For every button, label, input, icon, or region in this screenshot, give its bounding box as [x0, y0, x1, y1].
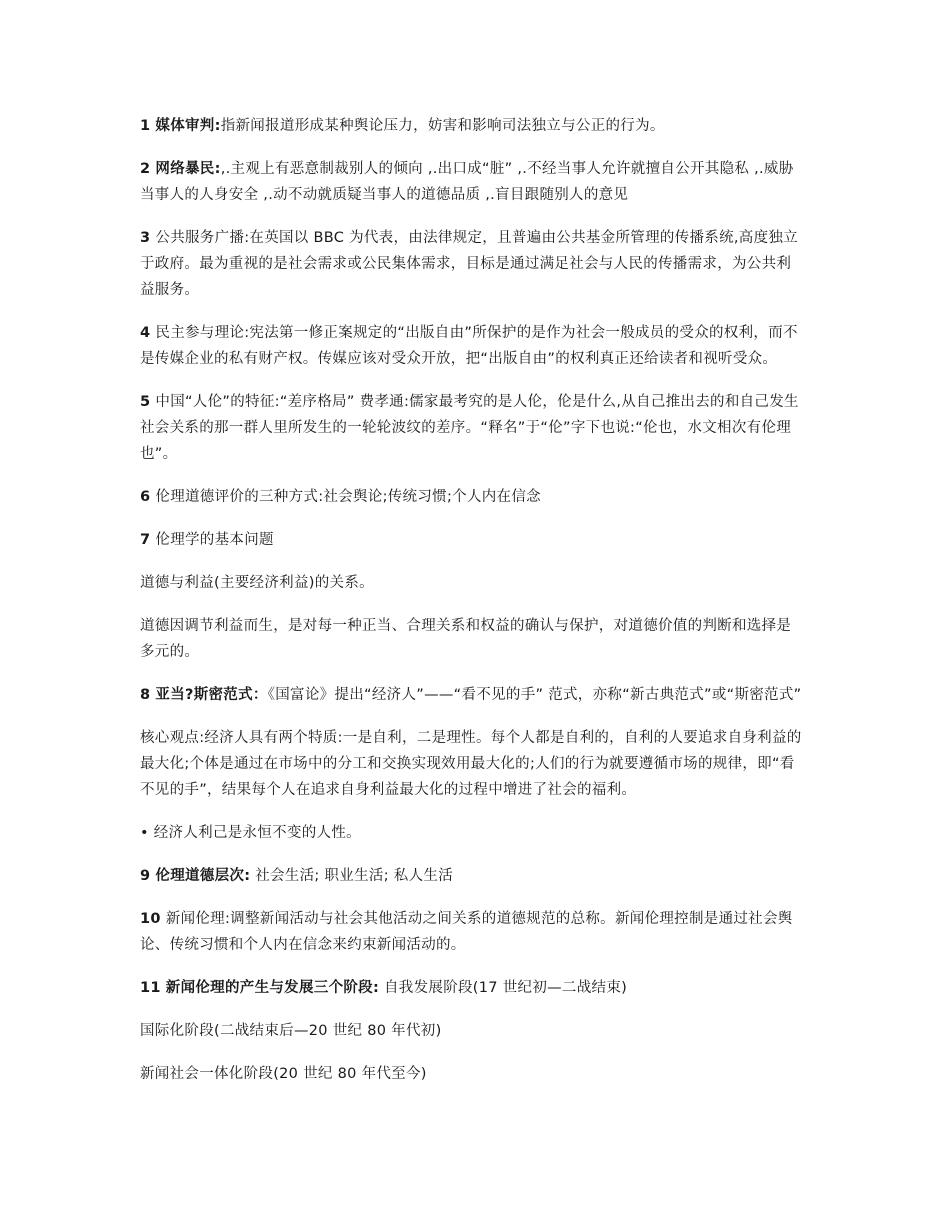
- paragraph-8: [140, 682, 802, 708]
- item-number: 2: [140, 161, 151, 177]
- paragraph-text: 社会生活; 职业生活; 私人生活: [250, 868, 453, 884]
- item-number: 10: [140, 911, 161, 927]
- item-number: 5: [140, 394, 151, 410]
- paragraph-6: [140, 484, 802, 510]
- term-label: 民主参与理论:: [155, 325, 250, 341]
- paragraph-text: 《国富论》提出“经济人”——“看不见的手” 范式，亦称“新古典范式”或“斯密范式”: [267, 687, 802, 703]
- paragraph-text: 核心观点:经济人具有两个特质:一是自利，二是理性。每个人都是自利的，自利的人要追求自身利益的最大化;个体是通过在市场中的分工和交换实现效用最大化的;人们的行为就要遵循市场的规律，即“看不见的手”，结果每个人在追求自身利益最大化的过程中增进了社会的福利。: [140, 730, 802, 798]
- item-number: 8: [140, 687, 151, 703]
- paragraph-11: [140, 975, 802, 1001]
- paragraph-text: 宪法第一修正案规定的“出版自由”所保护的是作为社会一般成员的受众的权利，而不是传媒企业的私有财产权。传媒应该对受众开放，把“出版自由”的权利真正还给读者和视听受众。: [140, 325, 798, 367]
- term-label: 网络暴民:: [155, 161, 221, 177]
- paragraph-8-sub-1: [140, 725, 802, 803]
- paragraph-text: • 经济人利己是永恒不变的人性。: [140, 825, 361, 841]
- paragraph-2: [140, 156, 802, 208]
- paragraph-11-sub-2: [140, 1061, 802, 1087]
- term-label: 伦理道德层次:: [155, 868, 251, 884]
- term-label: 中国“人伦”的特征:: [155, 394, 280, 410]
- paragraph-10: [140, 906, 802, 958]
- item-number: 6: [140, 489, 151, 505]
- paragraph-text: 道德与利益(主要经济利益)的关系。: [140, 575, 374, 591]
- paragraph-5: [140, 389, 802, 467]
- paragraph-7: [140, 527, 802, 553]
- term-label: 新闻伦理:: [165, 911, 231, 927]
- paragraph-11-sub-1: [140, 1018, 802, 1044]
- paragraph-text: “差序格局” 费孝通:儒家最考究的是人伦，伦是什么,从自己推出去的和自己发生社会关系的那一群人里所发生的一轮轮波纹的差序。“释名”于“伦”字下也说:“伦也，水文相次有伦理也”。: [140, 394, 799, 462]
- paragraph-text: 指新闻报道形成某种舆论压力，妨害和影响司法独立与公正的行为。: [220, 118, 665, 134]
- paragraph-7-sub-1: [140, 570, 802, 596]
- item-number: 1: [140, 118, 151, 134]
- term-label: 伦理学的基本问题: [155, 532, 274, 548]
- item-number: 4: [140, 325, 151, 341]
- paragraph-text: 在英国以 BBC 为代表，由法律规定，且普遍由公共基金所管理的传播系统,高度独立于政府。最为重视的是社会需求或公民集体需求，目标是通过满足社会与人民的传播需求，为公共利益服务。: [140, 230, 798, 298]
- paragraph-9: [140, 863, 802, 889]
- term-label: 新闻伦理的产生与发展三个阶段:: [165, 980, 380, 996]
- bullet-item: [140, 820, 802, 846]
- paragraph-text: 自我发展阶段(17 世纪初—二战结束): [379, 980, 628, 996]
- paragraph-1: [140, 113, 802, 139]
- term-label: 伦理道德评价的三种方式:: [155, 489, 324, 505]
- term-label: 亚当?斯密范式：: [155, 687, 268, 703]
- term-label: 公共服务广播:: [155, 230, 250, 246]
- paragraph-text: 道德因调节利益而生，是对每一种正当、合理关系和权益的确认与保护，对道德价值的判断和选择是多元的。: [140, 618, 792, 660]
- item-number: 11: [140, 980, 161, 996]
- paragraph-text: 国际化阶段(二战结束后—20 世纪 80 年代初): [140, 1023, 442, 1039]
- paragraph-3: [140, 225, 802, 303]
- paragraph-text: 新闻社会一体化阶段(20 世纪 80 年代至今): [140, 1066, 427, 1082]
- paragraph-4: [140, 320, 802, 372]
- paragraph-7-sub-2: [140, 613, 802, 665]
- paragraph-text: 社会舆论;传统习惯;个人内在信念: [323, 489, 541, 505]
- item-number: 7: [140, 532, 151, 548]
- term-label: 媒体审判:: [155, 118, 221, 134]
- item-number: 3: [140, 230, 151, 246]
- paragraph-text: ,.主观上有恶意制裁别人的倾向 ,.出口成“脏” ,.不经当事人允许就擅自公开其隐私 ,.威胁当事人的人身安全 ,.动不动就质疑当事人的道德品质 ,.盲目跟随别人的意见: [140, 161, 794, 203]
- paragraph-text: 调整新闻活动与社会其他活动之间关系的道德规范的总称。新闻伦理控制是通过社会舆论、传统习惯和个人内在信念来约束新闻活动的。: [140, 911, 793, 953]
- item-number: 9: [140, 868, 151, 884]
